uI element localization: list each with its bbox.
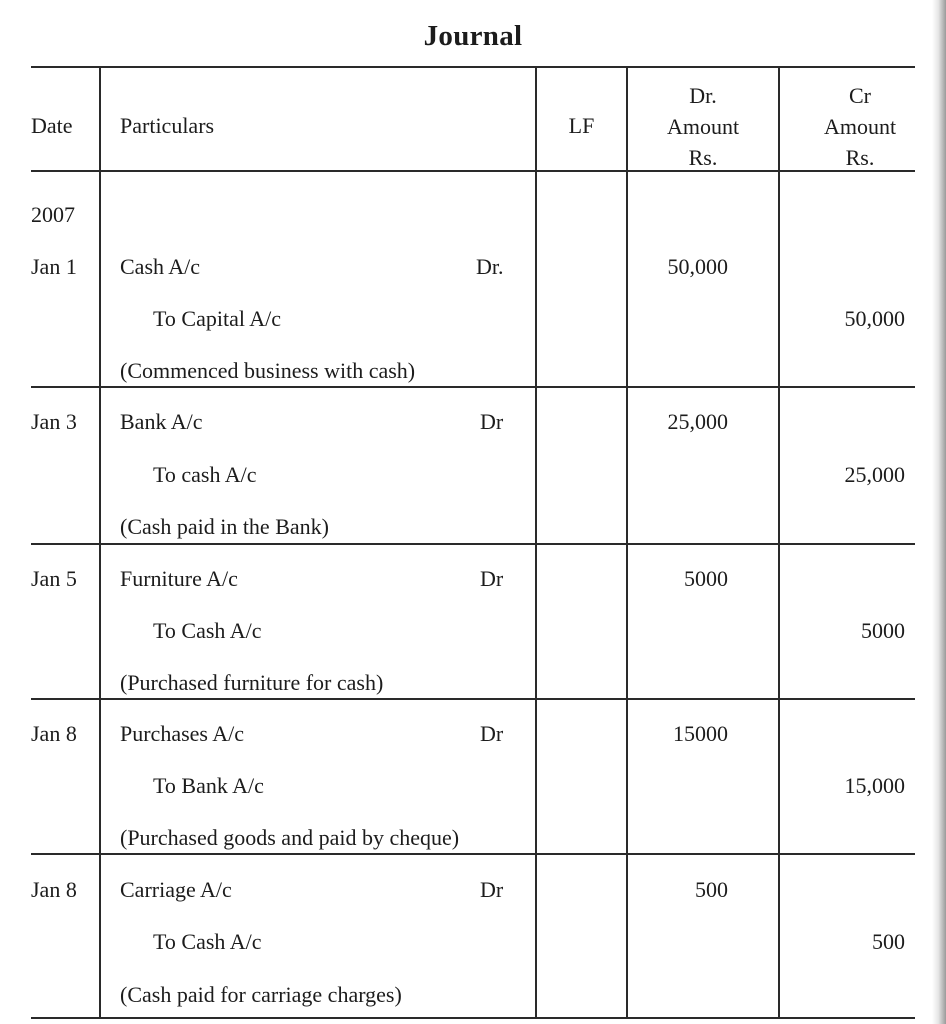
- dr-amount: 5000: [684, 566, 728, 591]
- header-particulars: Particulars: [120, 113, 215, 138]
- header-cr-line: Rs.: [845, 145, 875, 170]
- header-cr-line: Cr: [849, 83, 871, 108]
- dr-amount: 50,000: [667, 254, 728, 279]
- column-divider: [778, 66, 780, 1019]
- dr-mark: Dr: [480, 409, 504, 434]
- column-divider: [535, 66, 537, 1019]
- header-dr-line: Rs.: [688, 145, 718, 170]
- narration: (Commenced business with cash): [120, 358, 416, 383]
- debit-account: Bank A/c: [120, 409, 203, 434]
- cr-amount: 25,000: [844, 462, 905, 487]
- entry-date: Jan 8: [31, 721, 77, 746]
- cr-amount: 15,000: [844, 773, 905, 798]
- debit-account: Cash A/c: [120, 254, 201, 279]
- entry-date: Jan 5: [31, 566, 77, 591]
- credit-account: To Cash A/c: [153, 618, 262, 643]
- dr-mark: Dr: [480, 721, 504, 746]
- narration: (Cash paid for carriage charges): [120, 982, 402, 1007]
- narration: (Cash paid in the Bank): [120, 514, 329, 539]
- header-dr-line: Amount: [666, 114, 740, 139]
- dr-amount: 15000: [673, 721, 728, 746]
- row-divider: [31, 853, 915, 855]
- dr-amount: 25,000: [667, 409, 728, 434]
- row-divider: [31, 698, 915, 700]
- dr-amount: 500: [695, 877, 728, 902]
- row-divider: [31, 543, 915, 545]
- header-date: Date: [31, 113, 73, 138]
- cr-amount: 5000: [861, 618, 905, 643]
- year-label: 2007: [31, 202, 75, 227]
- credit-account: To cash A/c: [153, 462, 257, 487]
- header-dr-amount: [626, 80, 780, 173]
- cr-amount: 500: [872, 929, 905, 954]
- column-divider: [99, 66, 101, 1019]
- header-lf: LF: [568, 113, 595, 138]
- page-title: Journal: [423, 20, 523, 52]
- header-cr-line: Amount: [823, 114, 897, 139]
- row-divider: [31, 386, 915, 388]
- credit-account: To Cash A/c: [153, 929, 262, 954]
- entry-date: Jan 3: [31, 409, 77, 434]
- dr-mark: Dr: [480, 566, 504, 591]
- debit-account: Purchases A/c: [120, 721, 245, 746]
- credit-account: To Bank A/c: [153, 773, 264, 798]
- narration: (Purchased goods and paid by cheque): [120, 825, 460, 850]
- entry-date: Jan 8: [31, 877, 77, 902]
- credit-account: To Capital A/c: [153, 306, 281, 331]
- dr-mark: Dr.: [476, 254, 504, 279]
- header-dr-line: Dr.: [689, 83, 717, 108]
- debit-account: Furniture A/c: [120, 566, 238, 591]
- table-top-rule: [31, 66, 915, 68]
- table-bottom-rule: [31, 1017, 915, 1019]
- dr-mark: Dr: [480, 877, 504, 902]
- cr-amount: 50,000: [844, 306, 905, 331]
- header-cr-amount: [778, 80, 942, 173]
- entry-date: Jan 1: [31, 254, 77, 279]
- debit-account: Carriage A/c: [120, 877, 232, 902]
- narration: (Purchased furniture for cash): [120, 670, 384, 695]
